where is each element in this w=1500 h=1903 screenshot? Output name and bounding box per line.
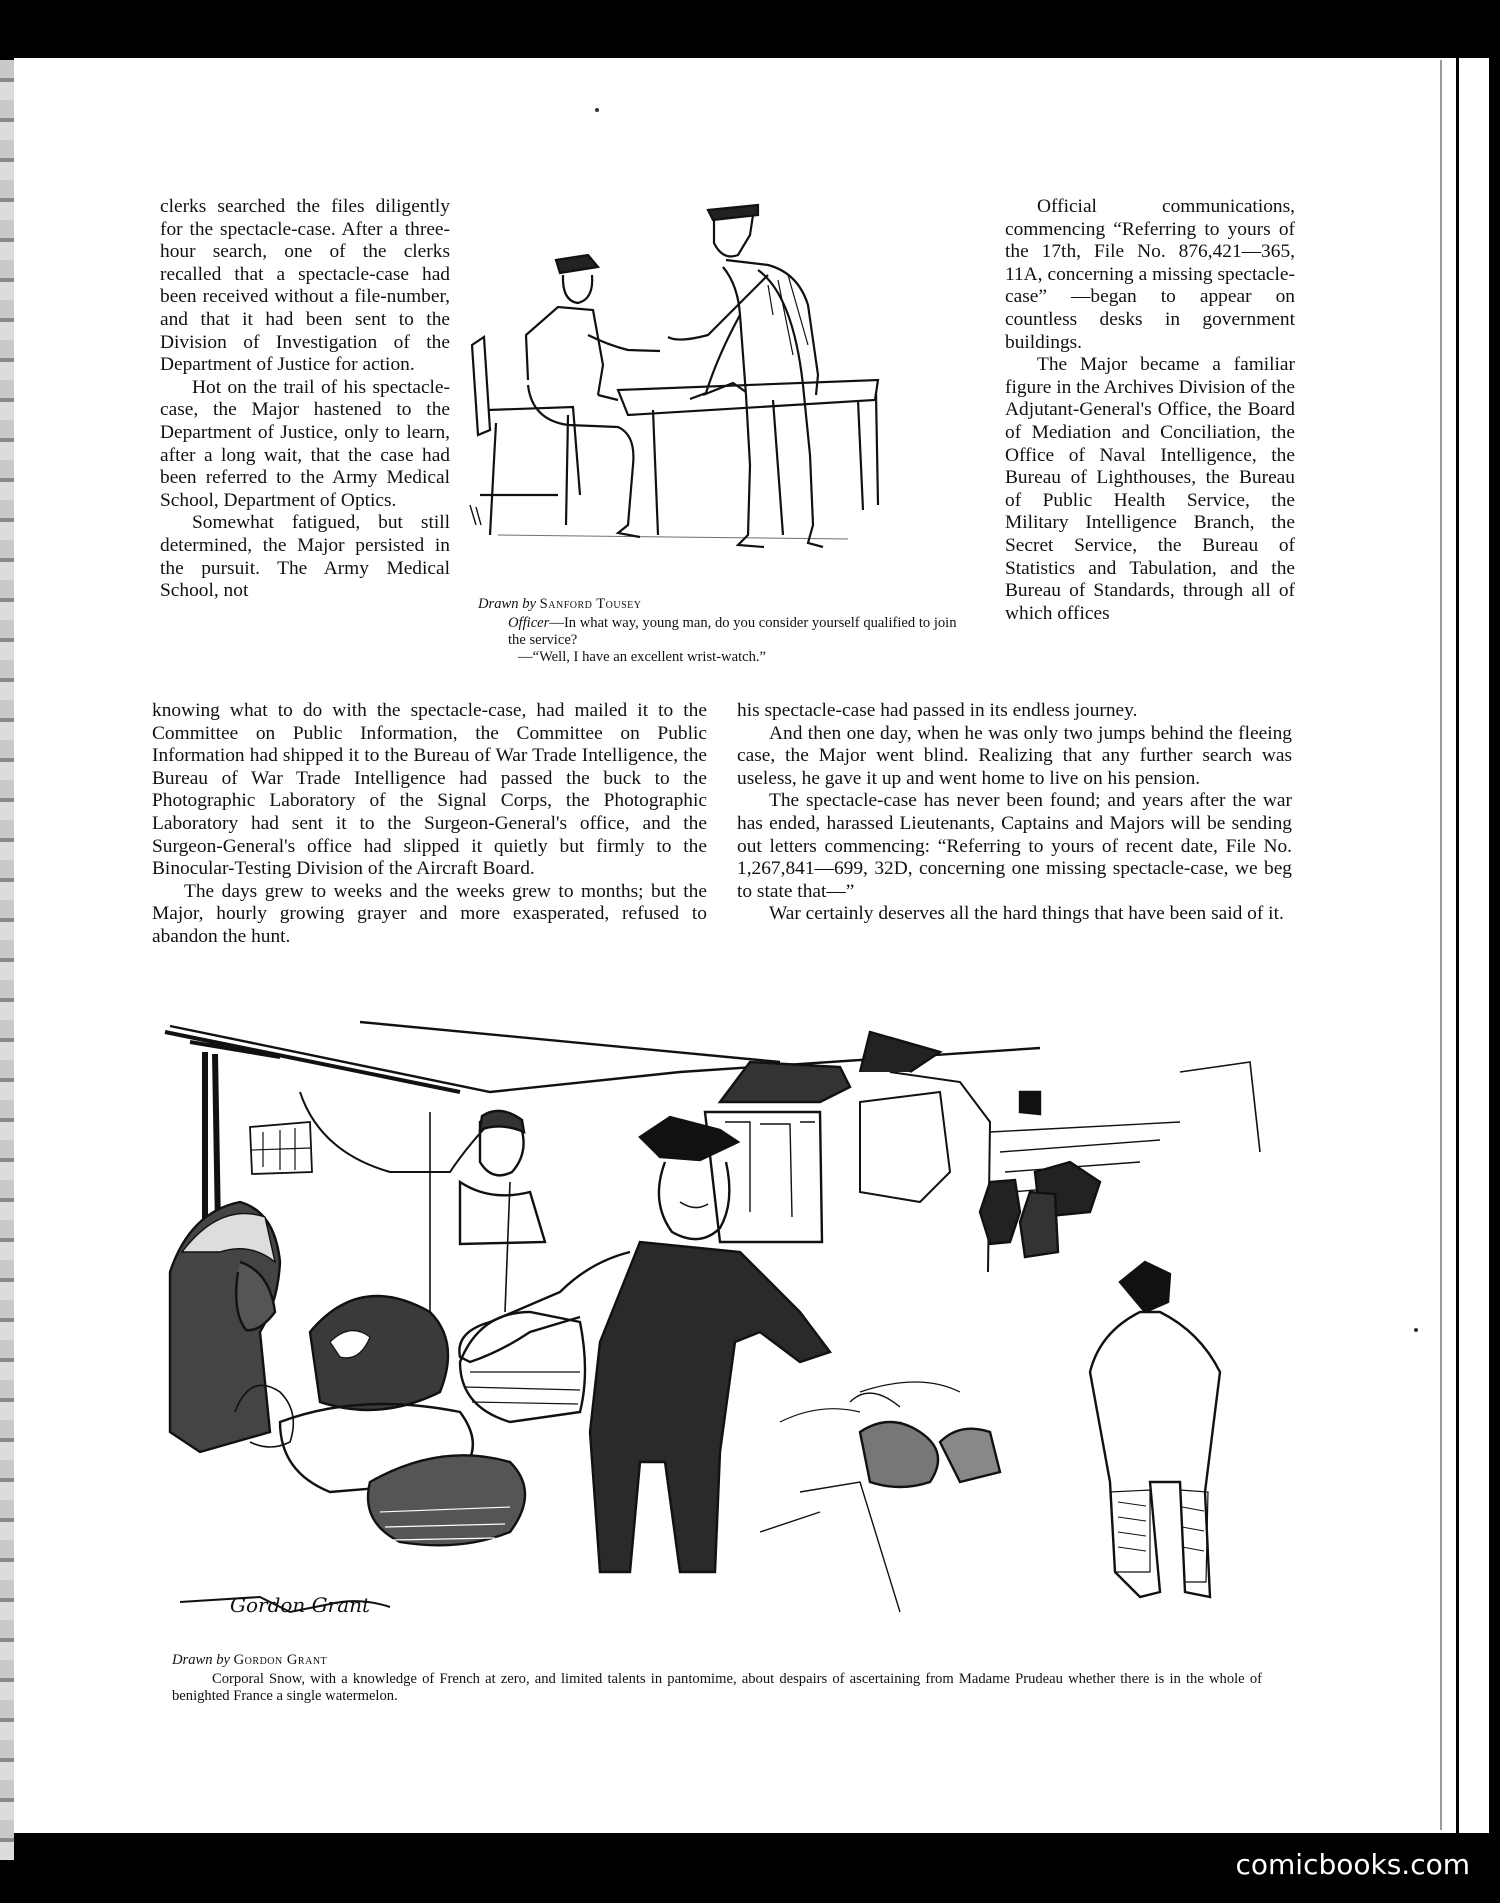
artist-name: Gordon Grant <box>233 1652 328 1668</box>
bottom-illustration-caption <box>172 1652 1262 1705</box>
right-column-bottom-text <box>737 700 1292 926</box>
paragraph: War certainly deserves all the hard things that have been said of it. <box>769 903 1284 925</box>
illustration-credit <box>172 1652 1262 1669</box>
left-column-bottom-text <box>152 700 707 949</box>
book-binding-edge <box>0 60 14 1860</box>
watermark: comicbooks.com <box>1235 1848 1470 1881</box>
paragraph: The spectacle-case has never been found; and years after the war has ended, harassed Lieutenants, Captains and Majors will be sending out letters commencing: “Referring to yours of recent date, File No. 1,267,841—699, 32D, concerning one missing spectacle-case, we beg to state that—” <box>737 790 1292 902</box>
paragraph: clerks searched the files diligently for the spectacle-case. After a three-hour search, one of the clerks recalled that a spectacle-case had been received without a file-number, and that it had been sent to the Division of Investigation of the Department of Justice for action. <box>160 196 450 376</box>
market-scene-illustration <box>160 1012 1270 1642</box>
caption-question: —In what way, young man, do you consider yourself qualified to join the service? <box>508 615 957 648</box>
caption-dialogue-2: —“Well, I have an excellent wrist-watch.” <box>518 649 767 665</box>
print-speck <box>595 108 599 112</box>
print-speck <box>1414 1328 1418 1332</box>
paragraph: Somewhat fatigued, but still determined, the Major persisted in the pursuit. The Army Medical School, not <box>160 512 450 602</box>
paragraph: Hot on the trail of his spectacle-case, the Major hastened to the Department of Justice, only to learn, after a long wait, that the case had been referred to the Army Medical School, Department of Optics. <box>160 376 450 511</box>
paragraph: The days grew to weeks and the weeks grew to months; but the Major, hourly growing grayer and more exasperated, refused to abandon the hunt. <box>152 880 707 947</box>
credit-prefix: Drawn by <box>172 1652 230 1668</box>
paragraph: Official communications, commencing “Referring to yours of the 17th, File No. 876,421—365, 11A, concerning a missing spectacle-case” —began to appear on countless desks in government buildings. <box>1005 196 1295 353</box>
illustration-credit <box>478 596 958 613</box>
artist-signature: Gordon Grant <box>230 1593 371 1617</box>
recruiting-office-illustration <box>468 195 988 585</box>
caption-speaker: Officer <box>508 615 550 631</box>
caption-text: Corporal Snow, with a knowledge of French at zero, and limited talents in pantomime, about despairs of ascertaining from Madame Prudeau whether there is in the whole of benighted France a single watermelon. <box>172 1671 1262 1704</box>
facing-page-edge <box>1459 58 1489 1833</box>
paragraph: his spectacle-case had passed in its endless journey. <box>737 700 1138 721</box>
paragraph: knowing what to do with the spectacle-case, had mailed it to the Committee on Public Information, the Committee on Public Information had shipped it to the Bureau of War Trade Intelligence, the Bureau of War Trade Intelligence had passed the buck to the Photographic Laboratory of the Signal Corps, the Photographic Laboratory had sent it to the Surgeon-General's office, and the Surgeon-General's office had slipped it quietly but firmly to the Binocular-Testing Division of the Aircraft Board. <box>152 700 707 880</box>
paragraph: The Major became a familiar figure in the Archives Division of the Adjutant-General's Office, the Board of Mediation and Conciliation, the Office of Naval Intelligence, the Bureau of Lighthouses, the Bureau of Public Health Service, the Military Intelligence Branch, the Secret Service, the Bureau of Statistics and Tabulation, and the Bureau of Standards, through all of which offices <box>1005 354 1295 624</box>
right-column-top-text <box>1005 196 1295 625</box>
left-column-top-text <box>160 196 450 603</box>
paragraph: And then one day, when he was only two jumps behind the fleeing case, the Major went blind. Realizing that any further search was useless, he gave it up and went home to live on his pension. <box>737 722 1292 789</box>
top-illustration-caption <box>478 596 958 666</box>
credit-prefix: Drawn by <box>478 596 536 612</box>
caption-dialogue-1 <box>478 615 958 649</box>
artist-name: Sanford Tousey <box>539 596 642 612</box>
page-fold-line <box>1440 60 1442 1830</box>
